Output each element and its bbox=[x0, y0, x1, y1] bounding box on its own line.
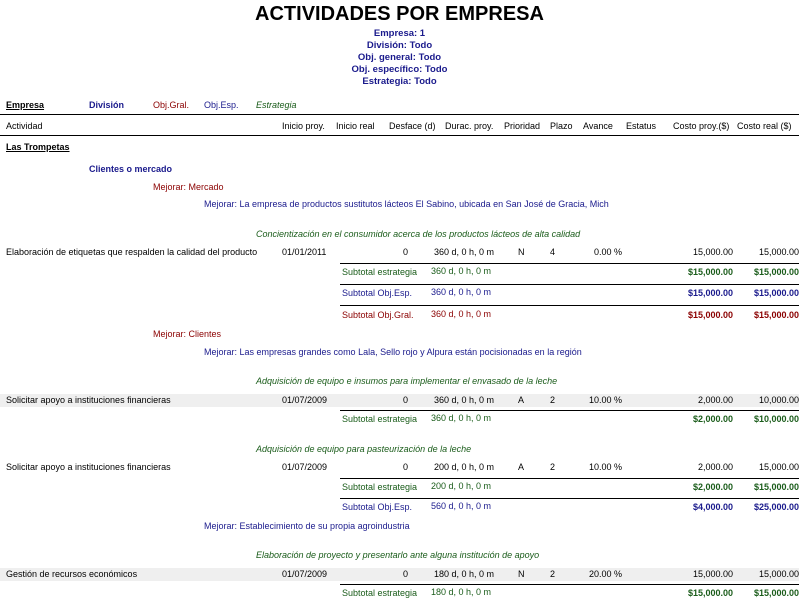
legend-divider bbox=[0, 114, 799, 115]
cell-desface: 0 bbox=[402, 569, 408, 579]
cell-inicio-proy: 01/01/2011 bbox=[282, 247, 327, 257]
legend-empresa: Empresa bbox=[6, 100, 45, 110]
cell-desface: 0 bbox=[402, 247, 408, 257]
col-prioridad: Prioridad bbox=[504, 121, 541, 131]
cell-avance: 10.00 % bbox=[588, 462, 622, 472]
subtotal-estrategia-label: Subtotal estrategia bbox=[342, 414, 418, 424]
cell-costo-real: 15,000.00 bbox=[758, 247, 799, 257]
subtotal-divider bbox=[340, 263, 799, 264]
subtotal-estrategia-durac: 180 d, 0 h, 0 m bbox=[431, 587, 492, 597]
subtotal-estrategia-proy: $15,000.00 bbox=[687, 588, 733, 598]
subtotal-estrategia-real: $15,000.00 bbox=[753, 267, 799, 277]
subtotal-estrategia-real: $15,000.00 bbox=[753, 482, 799, 492]
legend-objesp: Obj.Esp. bbox=[204, 100, 239, 110]
cell-avance: 10.00 % bbox=[588, 395, 622, 405]
report-title: ACTIVIDADES POR EMPRESA bbox=[255, 3, 544, 25]
legend-division: División bbox=[89, 100, 125, 110]
cell-plazo: 4 bbox=[550, 247, 556, 257]
cell-prioridad: N bbox=[518, 247, 525, 257]
subtotal-objesp-label: Subtotal Obj.Esp. bbox=[342, 502, 413, 512]
subtotal-divider bbox=[340, 284, 799, 285]
subtotal-objesp-durac: 560 d, 0 h, 0 m bbox=[431, 501, 492, 511]
strategy-label: Adquisición de equipo e insumos para implementar el envasado de la leche bbox=[256, 376, 558, 386]
subtotal-estrategia-real: $15,000.00 bbox=[753, 588, 799, 598]
subtotal-objesp-durac: 360 d, 0 h, 0 m bbox=[431, 287, 492, 297]
activity-name: Elaboración de etiquetas que respalden la calidad del producto bbox=[6, 247, 258, 257]
cell-prioridad: A bbox=[518, 395, 525, 405]
subtotal-estrategia-proy: $15,000.00 bbox=[687, 267, 733, 277]
subtotal-estrategia-durac: 360 d, 0 h, 0 m bbox=[431, 266, 492, 276]
cell-costo-proy: 15,000.00 bbox=[692, 247, 733, 257]
activity-name: Solicitar apoyo a instituciones financieras bbox=[6, 462, 171, 472]
cell-desface: 0 bbox=[402, 395, 408, 405]
subtotal-divider bbox=[340, 305, 799, 306]
cell-costo-real: 10,000.00 bbox=[758, 395, 799, 405]
activity-name: Gestión de recursos económicos bbox=[6, 569, 138, 579]
legend-estrategia: Estrategia bbox=[256, 100, 297, 110]
col-inicio-real: Inicio real bbox=[336, 121, 375, 131]
subtotal-objgral-label: Subtotal Obj.Gral. bbox=[342, 310, 414, 320]
cell-costo-real: 15,000.00 bbox=[758, 462, 799, 472]
filter-obj-general: Obj. general: Todo bbox=[357, 52, 442, 63]
subtotal-divider bbox=[340, 498, 799, 499]
header-divider bbox=[0, 135, 799, 136]
division-name: Clientes o mercado bbox=[89, 164, 173, 174]
subtotal-objesp-proy: $4,000.00 bbox=[692, 502, 733, 512]
objesp-label: Mejorar: Las empresas grandes como Lala, Sello rojo y Alpura están pocisionadas en la región bbox=[204, 347, 582, 357]
cell-durac: 200 d, 0 h, 0 m bbox=[434, 462, 495, 472]
subtotal-estrategia-durac: 360 d, 0 h, 0 m bbox=[431, 413, 492, 423]
objgral-label: Mejorar: Clientes bbox=[153, 329, 222, 339]
cell-plazo: 2 bbox=[550, 395, 556, 405]
cell-costo-proy: 15,000.00 bbox=[692, 569, 733, 579]
cell-costo-proy: 2,000.00 bbox=[697, 462, 733, 472]
subtotal-divider bbox=[340, 584, 799, 585]
cell-prioridad: A bbox=[518, 462, 525, 472]
subtotal-estrategia-proy: $2,000.00 bbox=[692, 482, 733, 492]
cell-durac: 360 d, 0 h, 0 m bbox=[434, 247, 495, 257]
strategy-label: Adquisición de equipo para pasteurización de la leche bbox=[256, 444, 472, 454]
col-durac: Durac. proy. bbox=[445, 121, 494, 131]
cell-durac: 360 d, 0 h, 0 m bbox=[434, 395, 495, 405]
cell-plazo: 2 bbox=[550, 569, 556, 579]
subtotal-estrategia-label: Subtotal estrategia bbox=[342, 588, 418, 598]
subtotal-estrategia-real: $10,000.00 bbox=[753, 414, 799, 424]
cell-inicio-proy: 01/07/2009 bbox=[282, 569, 328, 579]
subtotal-estrategia-proy: $2,000.00 bbox=[692, 414, 733, 424]
subtotal-objesp-real: $25,000.00 bbox=[753, 502, 799, 512]
col-inicio-proy: Inicio proy. bbox=[282, 121, 325, 131]
subtotal-objesp-label: Subtotal Obj.Esp. bbox=[342, 288, 413, 298]
filter-obj-especifico: Obj. específico: Todo bbox=[351, 64, 448, 75]
cell-avance: 20.00 % bbox=[588, 569, 622, 579]
subtotal-estrategia-label: Subtotal estrategia bbox=[342, 267, 418, 277]
company-name: Las Trompetas bbox=[6, 142, 70, 152]
strategy-label: Concientización en el consumidor acerca de los productos lácteos de alta calidad bbox=[256, 229, 581, 239]
subtotal-objesp-real: $15,000.00 bbox=[753, 288, 799, 298]
col-avance: Avance bbox=[583, 121, 613, 131]
subtotal-divider bbox=[340, 478, 799, 479]
filter-empresa: Empresa: 1 bbox=[373, 28, 426, 39]
activity-name: Solicitar apoyo a instituciones financieras bbox=[6, 395, 171, 405]
col-estatus: Estatus bbox=[626, 121, 657, 131]
subtotal-estrategia-label: Subtotal estrategia bbox=[342, 482, 418, 492]
col-desface: Desface (d) bbox=[389, 121, 436, 131]
subtotal-divider bbox=[340, 410, 799, 411]
cell-inicio-proy: 01/07/2009 bbox=[282, 395, 328, 405]
col-plazo: Plazo bbox=[550, 121, 573, 131]
cell-costo-real: 15,000.00 bbox=[758, 569, 799, 579]
strategy-label: Elaboración de proyecto y presentarlo ante alguna institución de apoyo bbox=[256, 550, 540, 560]
col-costo-real: Costo real ($) bbox=[737, 121, 792, 131]
objesp-label: Mejorar: La empresa de productos sustitutos lácteos El Sabino, ubicada en San José de Gracia, Mich bbox=[204, 199, 609, 209]
filter-division: División: Todo bbox=[366, 40, 433, 51]
objesp-label: Mejorar: Establecimiento de su propia agroindustria bbox=[204, 521, 410, 531]
filter-estrategia: Estrategia: Todo bbox=[362, 76, 437, 87]
legend-objgral: Obj.Gral. bbox=[153, 100, 190, 110]
subtotal-objgral-proy: $15,000.00 bbox=[687, 310, 733, 320]
subtotal-objgral-durac: 360 d, 0 h, 0 m bbox=[431, 309, 492, 319]
col-costo-proy: Costo proy.($) bbox=[673, 121, 730, 131]
cell-prioridad: N bbox=[518, 569, 525, 579]
cell-durac: 180 d, 0 h, 0 m bbox=[434, 569, 495, 579]
cell-inicio-proy: 01/07/2009 bbox=[282, 462, 328, 472]
objgral-label: Mejorar: Mercado bbox=[153, 182, 224, 192]
subtotal-objesp-proy: $15,000.00 bbox=[687, 288, 733, 298]
cell-plazo: 2 bbox=[550, 462, 556, 472]
col-actividad: Actividad bbox=[6, 121, 43, 131]
subtotal-estrategia-durac: 200 d, 0 h, 0 m bbox=[431, 481, 492, 491]
cell-costo-proy: 2,000.00 bbox=[697, 395, 733, 405]
cell-avance: 0.00 % bbox=[593, 247, 622, 257]
cell-desface: 0 bbox=[402, 462, 408, 472]
subtotal-objgral-real: $15,000.00 bbox=[753, 310, 799, 320]
